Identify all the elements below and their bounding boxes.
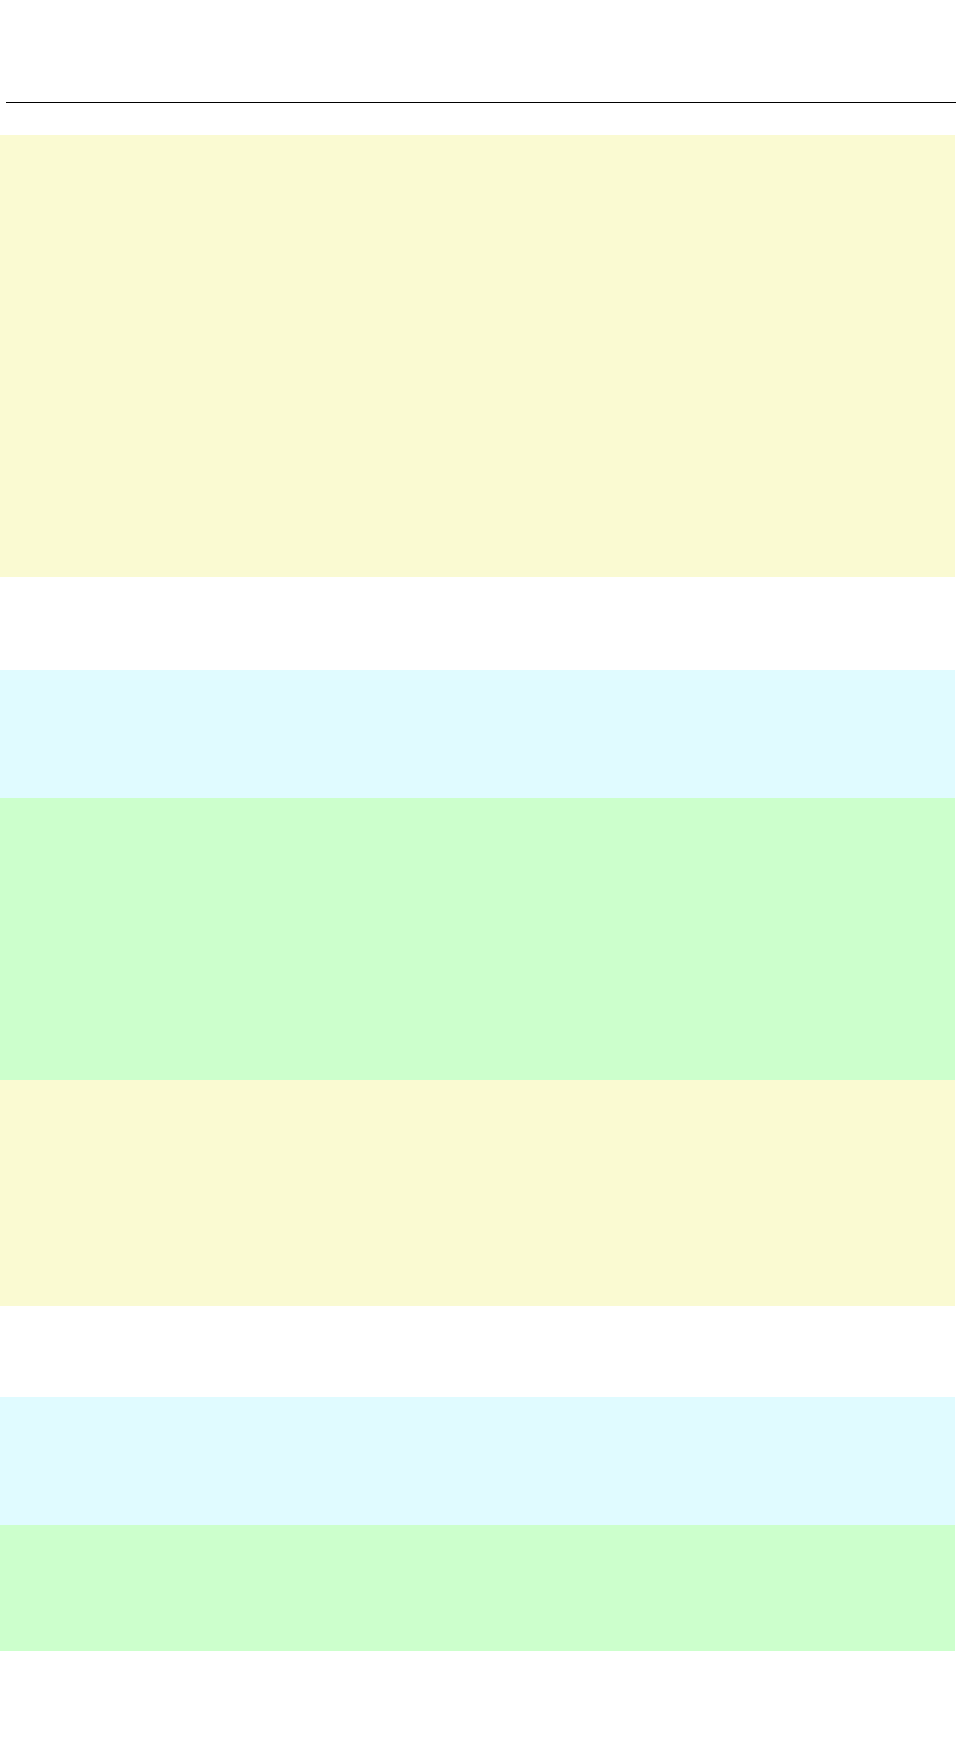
piste-meta-block (0, 670, 955, 798)
piste-attribute-table (0, 798, 955, 1080)
piste-subtype-table (0, 1080, 955, 1306)
viiva-meta-block (0, 1397, 955, 1525)
header-divider (6, 102, 956, 103)
viiva-attribute-table (0, 1525, 955, 1651)
subtype-continuation-table (0, 135, 955, 577)
